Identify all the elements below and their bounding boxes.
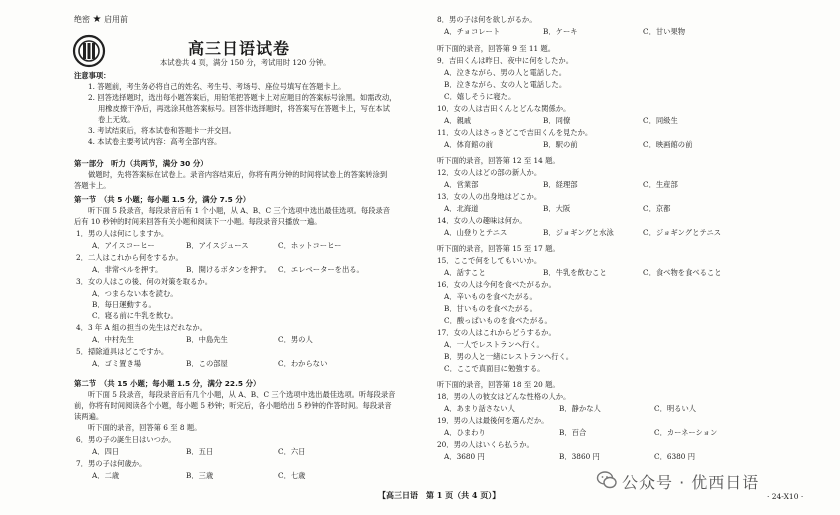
question-17: 17．女の人はこれからどうするか。 xyxy=(437,328,556,337)
q9-option-b: B．泣きながら、女の人と電話した。 xyxy=(444,80,567,89)
section2-heading: 第二节 （共 15 小题；每小题 1.5 分，满分 22.5 分） xyxy=(74,379,261,388)
q7-option-b: B．三歳 xyxy=(186,471,214,480)
q4-option-a: A．中村先生 xyxy=(92,335,134,344)
q16-option-b: B．甘いものを食べたがる。 xyxy=(444,304,537,313)
q4-option-b: B．中島先生 xyxy=(186,335,228,344)
page-title: 高三日语试卷 xyxy=(188,39,291,58)
q20-option-b: B．3860 円 xyxy=(559,452,600,461)
q19-option-a: A．ひまわり xyxy=(444,428,486,437)
group-6-8-label: 听下面的录音，回答第 6 至 8 题。 xyxy=(88,423,202,432)
q5-option-c: C．わからない xyxy=(278,359,328,368)
q18-option-a: A．あまり話さない人 xyxy=(444,404,515,413)
q6-option-b: B．五日 xyxy=(186,447,214,456)
q1-option-b: B．アイスジュース xyxy=(186,241,249,250)
notes-line-3: 用橡皮擦干净后，再选涂其他答案标号。回答非选择题时，将答案写在答题卡上，写在本试 xyxy=(98,104,390,113)
q2-option-c: C．エレベーターを出る。 xyxy=(278,265,364,274)
q4-option-c: C．男の人 xyxy=(278,335,313,344)
section2-intro-1: 听下面 5 段录音，每段录音后有几个小题，从 A、B、C 三个选项中选出最佳选项。听每段录音 xyxy=(88,390,396,399)
question-10: 10．女の人は吉田くんとどんな関係か。 xyxy=(437,104,571,113)
exam-meta: 本试卷共 4 页，满分 150 分，考试用时 120 分钟。 xyxy=(160,58,331,67)
section1-intro-2: 后有 10 秒钟的时间来回答有关小题和阅读下一小题。每段录音只播放一遍。 xyxy=(74,217,322,226)
q20-option-c: C．6380 円 xyxy=(654,452,696,461)
q19-option-c: C．カーネーション xyxy=(654,428,718,437)
question-20: 20．男の人はいくら払うか。 xyxy=(437,440,534,449)
question-19: 19．男の人は最後何を選んだか。 xyxy=(437,416,549,425)
q10-option-b: B．同僚 xyxy=(543,116,571,125)
question-9: 9．吉田くんは昨日、夜中に何をしたか。 xyxy=(437,56,573,65)
wechat-icon xyxy=(596,469,618,491)
q13-option-b: B．大阪 xyxy=(543,204,571,213)
question-8: 8．男の子は何を欲しがるか。 xyxy=(437,15,537,24)
group-15-17-label: 听下面的录音，回答第 15 至 17 题。 xyxy=(437,244,560,253)
notes-line-5: 3. 考试结束后，将本试卷和答题卡一并交回。 xyxy=(88,126,236,135)
q2-option-b: B．開けるボタンを押す。 xyxy=(186,265,272,274)
part1-intro-2: 答题卡上。 xyxy=(74,181,111,190)
q16-option-a: A．辛いものを食べたがる。 xyxy=(444,292,537,301)
group-12-14-label: 听下面的录音，回答第 12 至 14 题。 xyxy=(437,156,560,165)
q15-option-a: A．話すこと xyxy=(444,268,486,277)
q18-option-c: C．明るい人 xyxy=(654,404,697,413)
q14-option-a: A．山登りとテニス xyxy=(444,228,508,237)
question-18: 18．男の人の彼女はどんな性格の人か。 xyxy=(437,392,571,401)
question-3: 3．女の人はこの後、何の対策を取るか。 xyxy=(76,277,212,286)
q3-option-c: C．寝る前に牛乳を飲む。 xyxy=(92,311,178,320)
question-12: 12．女の人はどの部の新人か。 xyxy=(437,168,542,177)
q13-option-c: C．京都 xyxy=(643,204,671,213)
watermark-text: 公众号 · 优西日语 xyxy=(622,473,760,492)
q11-option-b: B．駅の前 xyxy=(543,140,578,149)
question-1: 1．男の人は何にしますか。 xyxy=(76,229,169,238)
section2-intro-3: 读两遍。 xyxy=(74,412,104,421)
group-18-20-label: 听下面的录音，回答第 18 至 20 题。 xyxy=(437,380,560,389)
q16-option-c: C．酸っぱいものを食べたがる。 xyxy=(444,316,552,325)
before-use-label: 启用前 xyxy=(104,15,129,24)
q7-option-a: A．二歳 xyxy=(92,471,120,480)
q8-option-c: C．甘い果物 xyxy=(643,27,686,36)
star-icon: ★ xyxy=(92,14,102,25)
q12-option-b: B．経理部 xyxy=(543,180,578,189)
question-15: 15．ここで何をしてもいいか。 xyxy=(437,256,542,265)
exam-code: · 24-X10 · xyxy=(767,492,804,501)
q17-option-c: C．ここで真面目に勉強する。 xyxy=(444,364,545,373)
section2-intro-2: 前，你将有时间阅读各个小题，每小题 5 秒钟；听完后，各小题给出 5 秒钟的作答时间。每段录音 xyxy=(74,401,392,410)
q10-option-c: C．同級生 xyxy=(643,116,678,125)
q10-option-a: A．親戚 xyxy=(444,116,472,125)
q6-option-c: C．六日 xyxy=(278,447,306,456)
page-footer: 【高三日语 第 1 页（共 4 页）】 xyxy=(378,490,501,500)
question-4: 4．3 年 A 組の担当の先生はだれなか。 xyxy=(76,323,207,332)
q14-option-b: B．ジョギングと水泳 xyxy=(543,228,614,237)
q7-option-c: C．七歳 xyxy=(278,471,306,480)
q14-option-c: C．ジョギングとテニス xyxy=(643,228,722,237)
q15-option-c: C．食べ物を食べること xyxy=(643,268,722,277)
q1-option-a: A．アイスコーヒー xyxy=(92,241,155,250)
q8-option-a: A．チョコレート xyxy=(444,27,501,36)
q3-option-b: B．毎日運動する。 xyxy=(92,300,156,309)
notes-line-2: 2. 回答选择题时，选出每小题答案后，用铅笔把答题卡上对应题目的答案标号涂黑。如需改动， xyxy=(88,93,397,102)
question-13: 13．女の人の出身地はどこか。 xyxy=(437,192,542,201)
question-7: 7．男の子は何歳か。 xyxy=(76,459,147,468)
group-9-11-label: 听下面的录音，回答第 9 至 11 题。 xyxy=(437,44,556,53)
q12-option-c: C．生産部 xyxy=(643,180,678,189)
question-14: 14．女の人の趣味は何か。 xyxy=(437,216,527,225)
section1-intro-1: 听下面 5 段录音，每段录音后有 1 个小题，从 A、B、C 三个选项中选出最佳选项。每段录音 xyxy=(88,206,391,215)
q11-option-a: A．体育館の前 xyxy=(444,140,494,149)
secret-tag xyxy=(74,14,128,25)
q8-option-b: B．ケーキ xyxy=(543,27,578,36)
q17-option-a: A．一人でレストランへ行く。 xyxy=(444,340,544,349)
question-16: 16．女の人は今何を食べたがるか。 xyxy=(437,280,556,289)
question-5: 5．掃除道具はどこですか。 xyxy=(76,347,169,356)
section1-heading: 第一节 （共 5 小题；每小题 1.5 分，满分 7.5 分） xyxy=(74,195,251,204)
secret-label: 绝密 xyxy=(74,15,90,24)
notes-line-4: 卷上无效。 xyxy=(98,115,135,124)
q17-option-b: B．男の人と一緒にレストランへ行く。 xyxy=(444,352,574,361)
q19-option-b: B．百合 xyxy=(559,428,587,437)
exam-logo-icon xyxy=(72,34,106,68)
q11-option-c: C．映画館の前 xyxy=(643,140,693,149)
q3-option-a: A．つまらない本を読む。 xyxy=(92,289,178,298)
q15-option-b: B．牛乳を飲むこと xyxy=(543,268,607,277)
q6-option-a: A．四日 xyxy=(92,447,120,456)
q12-option-a: A．営業部 xyxy=(444,180,479,189)
notes-heading: 注意事项： xyxy=(74,71,111,80)
part1-intro-1: 做题时，先将答案标在试卷上。录音内容结束后，你将有两分钟的时间将试卷上的答案转涂到 xyxy=(88,170,388,179)
q9-option-c: C．嬉しそうに寝た。 xyxy=(444,92,516,101)
q13-option-a: A．北海道 xyxy=(444,204,479,213)
q18-option-b: B．静かな人 xyxy=(559,404,601,413)
q2-option-a: A．非常ベルを押す。 xyxy=(92,265,163,274)
q5-option-a: A．ゴミ置き場 xyxy=(92,359,142,368)
notes-line-1: 1. 答题前，考生务必将自己的姓名、考生号、考场号、座位号填写在答题卡上。 xyxy=(88,82,346,91)
question-6: 6．男の子の誕生日はいつか。 xyxy=(76,435,176,444)
question-11: 11．女の人はさっきどこで吉田くんを見たか。 xyxy=(437,128,593,137)
notes-line-6: 4. 本试卷主要考试内容：高考全部内容。 xyxy=(88,137,222,146)
question-2: 2．二人はこれから何をするか。 xyxy=(76,253,183,262)
q9-option-a: A．泣きながら、男の人と電話した。 xyxy=(444,68,567,77)
q20-option-a: A．3680 円 xyxy=(444,452,485,461)
q1-option-c: C．ホットコーヒー xyxy=(278,241,342,250)
part1-heading: 第一部分 听力（共两节，满分 30 分） xyxy=(74,159,208,168)
q5-option-b: B．この部屋 xyxy=(186,359,228,368)
